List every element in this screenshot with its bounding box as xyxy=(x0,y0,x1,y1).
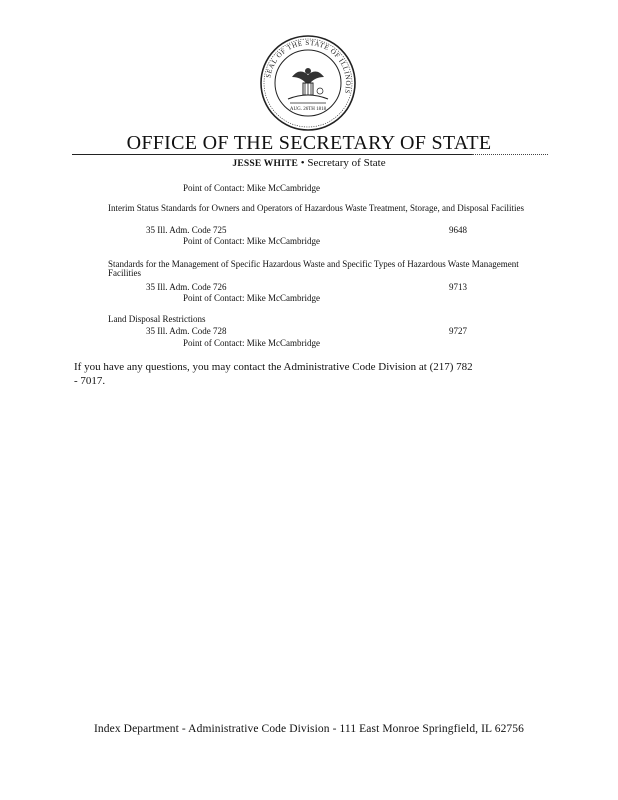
entry-code: 35 Ill. Adm. Code 728 xyxy=(146,326,227,336)
footer-address: Index Department - Administrative Code Division - 111 East Monroe Springfield, IL 62756 xyxy=(94,723,524,735)
secretary-name: JESSE WHITE xyxy=(232,159,299,169)
secretary-title: Secretary of State xyxy=(307,157,386,169)
secretary-line xyxy=(0,157,618,169)
entry-number: 9648 xyxy=(449,225,467,235)
separator-bullet: • xyxy=(300,157,305,169)
closing-paragraph: If you have any questions, you may contact the Administrative Code Division at (217) 782 - 7017. xyxy=(74,361,473,387)
top-contact: Point of Contact: Mike McCambridge xyxy=(183,183,320,193)
entry-contact: Point of Contact: Mike McCambridge xyxy=(183,338,320,348)
entry-title: Land Disposal Restrictions xyxy=(108,314,206,324)
state-seal-image xyxy=(258,33,358,133)
entry-number: 9713 xyxy=(449,282,467,292)
entry-title: Standards for the Management of Specific Hazardous Waste and Specific Types of Hazardous Waste Management Facilities xyxy=(108,259,519,278)
entry-contact: Point of Contact: Mike McCambridge xyxy=(183,293,320,303)
entry-number: 9727 xyxy=(449,326,467,336)
office-title: OFFICE OF THE SECRETARY OF STATE xyxy=(126,132,492,154)
header-rule-dotted xyxy=(472,154,548,155)
entry-code: 35 Ill. Adm. Code 725 xyxy=(146,225,227,235)
entry-contact: Point of Contact: Mike McCambridge xyxy=(183,236,320,246)
seal-ring-text: SEAL OF THE STATE OF ILLINOIS xyxy=(264,38,353,95)
seal-date-text: AUG. 26TH 1818 xyxy=(289,107,327,112)
entry-title: Interim Status Standards for Owners and Operators of Hazardous Waste Treatment, Storage, and Disposal Facilities xyxy=(108,203,525,213)
header-rule xyxy=(72,154,472,155)
entry-code: 35 Ill. Adm. Code 726 xyxy=(146,282,227,292)
